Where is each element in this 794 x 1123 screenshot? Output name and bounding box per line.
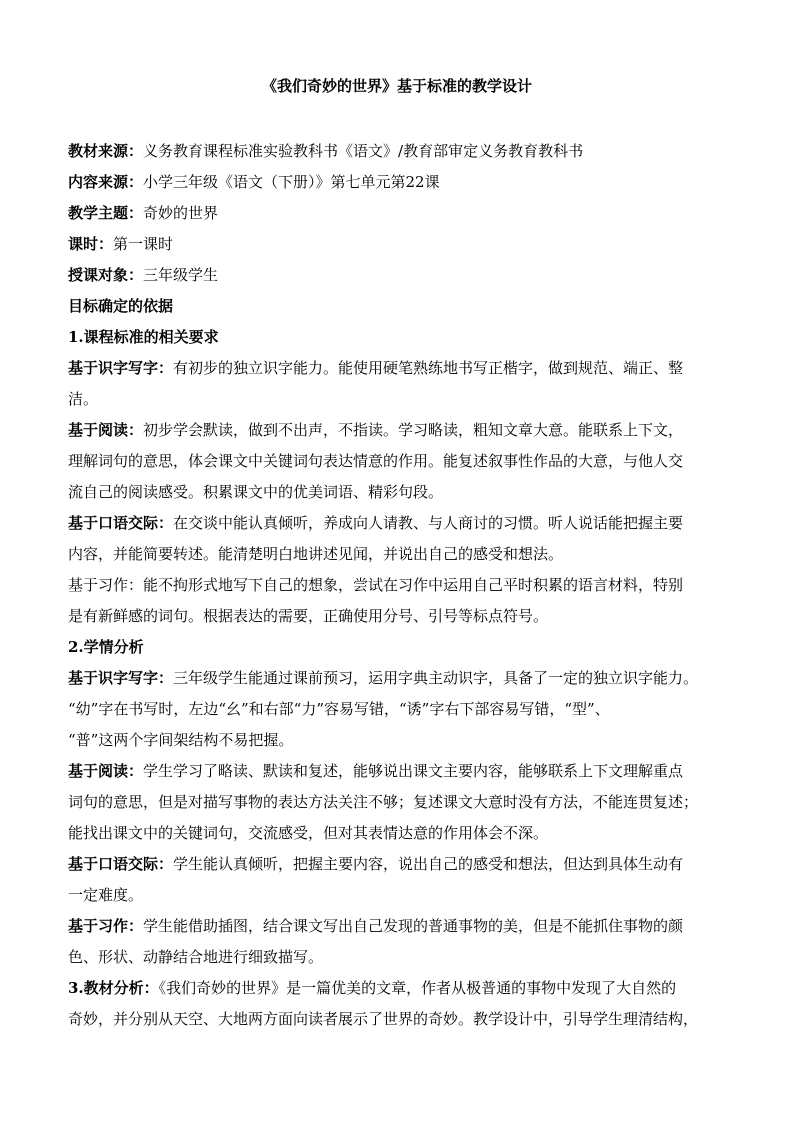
- meta-period-value: 第一课时: [113, 235, 174, 253]
- meta-theme: [68, 198, 740, 229]
- section2-oral-line: 一定难度。: [68, 886, 144, 904]
- section1-reading-line: 流自己的阅读感受。积累课文中的优美词语、精彩句段。: [68, 483, 444, 501]
- meta-source: [68, 136, 740, 167]
- section1-composition: [68, 570, 740, 632]
- section2-oral-line: 学生能认真倾听，把握主要内容，说出自己的感受和想法，但达到具体生动有: [173, 855, 684, 873]
- section3: [68, 973, 740, 1035]
- meta-audience: [68, 260, 740, 291]
- document-title: 《我们奇妙的世界》基于标准的教学设计: [261, 77, 532, 95]
- meta-theme-value: 奇妙的世界: [143, 204, 219, 222]
- section3-heading: 3.教材分析：: [68, 979, 159, 997]
- meta-audience-value: 三年级学生: [143, 266, 219, 284]
- meta-source-value: 义务教育课程标准实验教科书《语文》/教育部审定义务教育教科书: [143, 142, 584, 160]
- meta-content: [68, 167, 740, 198]
- section2-composition: [68, 911, 740, 973]
- section2-writing-label: 基于识字写字：: [68, 669, 174, 687]
- section2-composition-line: 学生能借助插图，结合课文写出自己发现的普通事物的美，但是不能抓住事物的颜: [143, 917, 684, 935]
- section2-reading-line: 能找出课文中的关键词句，交流感受，但对其表情达意的作用体会不深。: [68, 824, 549, 842]
- meta-source-label: 教材来源：: [68, 142, 144, 160]
- section1-heading: 1.课程标准的相关要求: [68, 328, 219, 346]
- section1-oral-line: 在交谈中能认真倾听，养成向人请教、与人商讨的习惯。听人说话能把握主要: [173, 514, 684, 532]
- section2-reading-line: 词句的意思，但是对描写事物的表达方法关注不够；复述课文大意时没有方法，不能连贯复述；: [68, 793, 699, 811]
- section1-reading-line: 理解词句的意思，体会课文中关键词句表达情意的作用。能复述叙事性作品的大意，与他人交: [68, 452, 684, 470]
- section1-oral-line: 内容，并能简要转述。能清楚明白地讲述见闻，并说出自己的感受和想法。: [68, 545, 564, 563]
- section2-composition-label: 基于习作：: [68, 917, 144, 935]
- section2-writing-line: “普”这两个字间架结构不易把握。: [68, 731, 294, 749]
- section2-writing-line: 三年级学生能通过课前预习，运用字典主动识字，具备了一定的独立识字能力。: [173, 669, 699, 687]
- section2-writing: [68, 663, 740, 756]
- section1-reading-label: 基于阅读：: [68, 421, 144, 439]
- section2-heading: 2.学情分析: [68, 638, 144, 656]
- section1-writing-line: 有初步的独立识字能力。能使用硬笔熟练地书写正楷字，做到规范、端正、整: [173, 359, 684, 377]
- section2-composition-line: 色、形状、动静结合地进行细致描写。: [68, 948, 324, 966]
- section2-oral: [68, 849, 740, 911]
- section1-writing-line: 洁。: [68, 390, 99, 408]
- section2-reading-line: 学生学习了略读、默读和复述，能够说出课文主要内容，能够联系上下文理解重点: [143, 762, 684, 780]
- section1-composition-line: 是有新鲜感的词句。根据表达的需要，正确使用分号、引号等标点符号。: [68, 607, 549, 625]
- section2-oral-label: 基于口语交际：: [68, 855, 174, 873]
- section1-reading-line: 初步学会默读，做到不出声，不指读。学习略读，粗知文章大意。能联系上下文，: [143, 421, 684, 439]
- section2-reading-label: 基于阅读：: [68, 762, 144, 780]
- section1-writing: [68, 353, 740, 415]
- section1-composition-line: 基于习作：能不拘形式地写下自己的想象，尝试在习作中运用自己平时积累的语言材料，特别: [68, 576, 684, 594]
- section1-writing-label: 基于识字写字：: [68, 359, 174, 377]
- meta-content-label: 内容来源：: [68, 173, 144, 191]
- section1-oral: [68, 508, 740, 570]
- meta-period: [68, 229, 740, 260]
- basis-heading: 目标确定的依据: [68, 297, 174, 315]
- section2-reading: [68, 756, 740, 849]
- meta-period-label: 课时：: [68, 235, 114, 253]
- section3-line: 奇妙，并分别从天空、大地两方面向读者展示了世界的奇妙。教学设计中，引导学生理清结构，: [68, 1010, 699, 1028]
- section1-oral-label: 基于口语交际：: [68, 514, 174, 532]
- meta-content-value: 小学三年级《语文（下册）》第七单元第22课: [143, 173, 440, 191]
- section2-writing-line: “幼”字在书写时，左边“幺”和右部“力”容易写错，“诱”字右下部容易写错，“型”、: [68, 700, 610, 718]
- section1-reading: [68, 415, 740, 508]
- meta-theme-label: 教学主题：: [68, 204, 144, 222]
- section3-line: 《我们奇妙的世界》是一篇优美的文章，作者从极普通的事物中发现了大自然的: [158, 979, 677, 997]
- meta-audience-label: 授课对象：: [68, 266, 144, 284]
- document-body: [68, 136, 740, 1035]
